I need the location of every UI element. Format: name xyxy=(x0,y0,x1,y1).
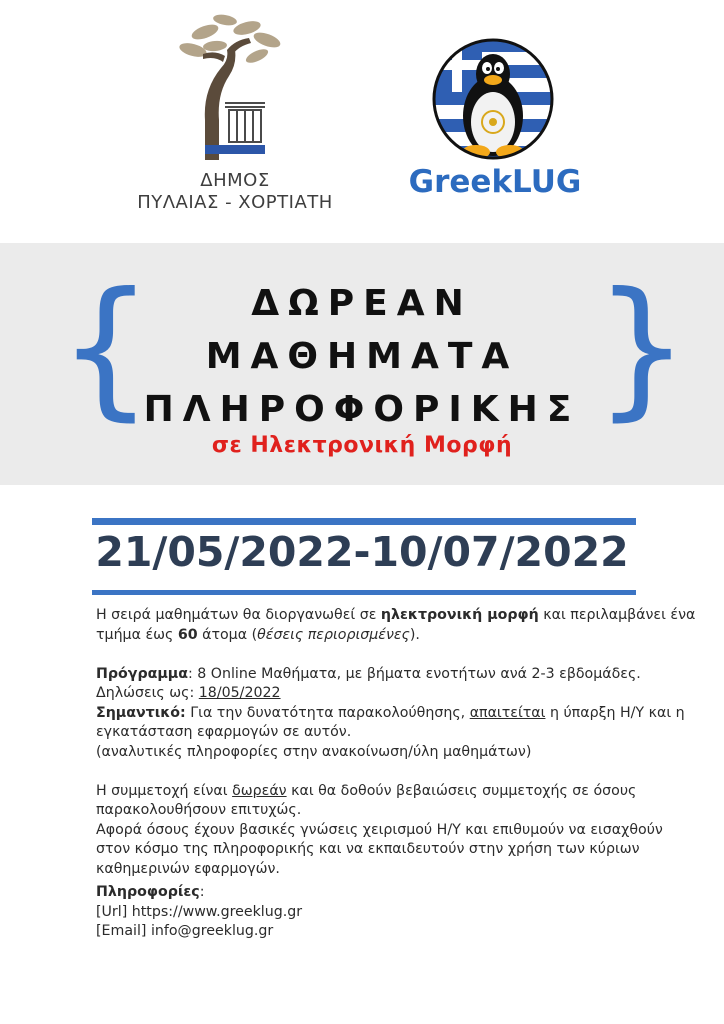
registration-deadline: 18/05/2022 xyxy=(198,685,281,701)
title-subtitle: σε Ηλεκτρονική Μορφή xyxy=(211,433,513,458)
program-label: Πρόγραμμα xyxy=(96,665,188,682)
title-banner xyxy=(0,243,724,485)
intro-text-a: Η σειρά μαθημάτων θα διοργανωθεί σε xyxy=(96,607,381,623)
intro-text-c: και περιλαμβάνει ένα τμήμα έως xyxy=(96,607,696,643)
program-paragraph xyxy=(96,665,696,704)
right-brace: } xyxy=(594,261,690,435)
greeklug-name: GreekLUG xyxy=(408,164,582,200)
intro-text-e: άτομα ( xyxy=(197,626,258,643)
greeklug-penguin-logo xyxy=(432,38,554,160)
body-text xyxy=(96,606,696,942)
participation-text-a: Η συμμετοχή είναι xyxy=(96,782,233,799)
important-required: απαιτείται xyxy=(469,704,546,721)
spacer xyxy=(96,762,696,782)
important-paragraph xyxy=(96,704,696,743)
intro-text-g: ). xyxy=(409,626,420,643)
info-heading xyxy=(96,883,696,903)
intro-online-format: ηλεκτρονική μορφή xyxy=(380,607,539,623)
audience-paragraph: Αφορά όσους έχουν βασικές γνώσεις χειρισμού Η/Υ και επιθυμούν να εισαχθούν στον κόσμο της πληροφορικής και να εκπαιδευτούν στην χρήση των κύριων καθημερινών εφαρμογών. xyxy=(96,821,663,877)
info-url: [Url] https://www.greeklug.gr xyxy=(96,903,303,920)
participation-text-c: και θα δοθούν βεβαιώσεις συμμετοχής σε όσους παρακολουθήσουν επιτυχώς. xyxy=(96,782,637,818)
date-rule-top xyxy=(92,518,636,525)
important-text-a: Για την δυνατότητα παρακολούθησης, xyxy=(185,704,470,721)
important-text-c: η ύπαρξη Η/Υ και η εγκατάσταση εφαρμογών σε αυτόν. xyxy=(96,704,685,740)
important-details: (αναλυτικές πληροφορίες στην ανακοίνωση/ύλη μαθημάτων) xyxy=(96,743,532,760)
program-text: : 8 Online Μαθήματα, με βήματα ενοτήτων ανά 2-3 εβδομάδες. Δηλώσεις ως: xyxy=(96,665,641,701)
intro-limited-seats: θέσεις περιορισμένες xyxy=(257,626,410,643)
municipality-name-line2: ΠΥΛΑΙΑΣ - ΧΟΡΤΙΑΤΗ xyxy=(137,192,333,213)
intro-paragraph xyxy=(96,606,696,645)
info-label: Πληροφορίες xyxy=(96,884,200,900)
spacer xyxy=(96,645,696,665)
left-brace: { xyxy=(58,261,154,435)
important-label: Σημαντικό: xyxy=(96,704,186,721)
participation-free: δωρεάν xyxy=(232,782,287,799)
course-dates: 21/05/2022-10/07/2022 xyxy=(95,528,629,576)
info-email: [Email] info@greeklug.gr xyxy=(96,923,274,939)
municipality-name xyxy=(110,170,360,214)
municipality-name-line1: ΔΗΜΟΣ xyxy=(200,170,270,191)
date-rule-bottom xyxy=(92,590,636,595)
participation-paragraph xyxy=(96,782,696,821)
intro-seat-count: 60 xyxy=(177,626,198,643)
title-line-3: ΠΛΗΡΟΦΟΡΙΚΗΣ xyxy=(143,389,581,430)
title-line-2: ΜΑΘΗΜΑΤΑ xyxy=(205,336,519,377)
title-line-1: ΔΩΡΕΑΝ xyxy=(251,283,473,324)
municipality-olive-tree-logo xyxy=(175,10,285,160)
info-colon: : xyxy=(199,884,205,900)
logos-header xyxy=(0,0,724,240)
